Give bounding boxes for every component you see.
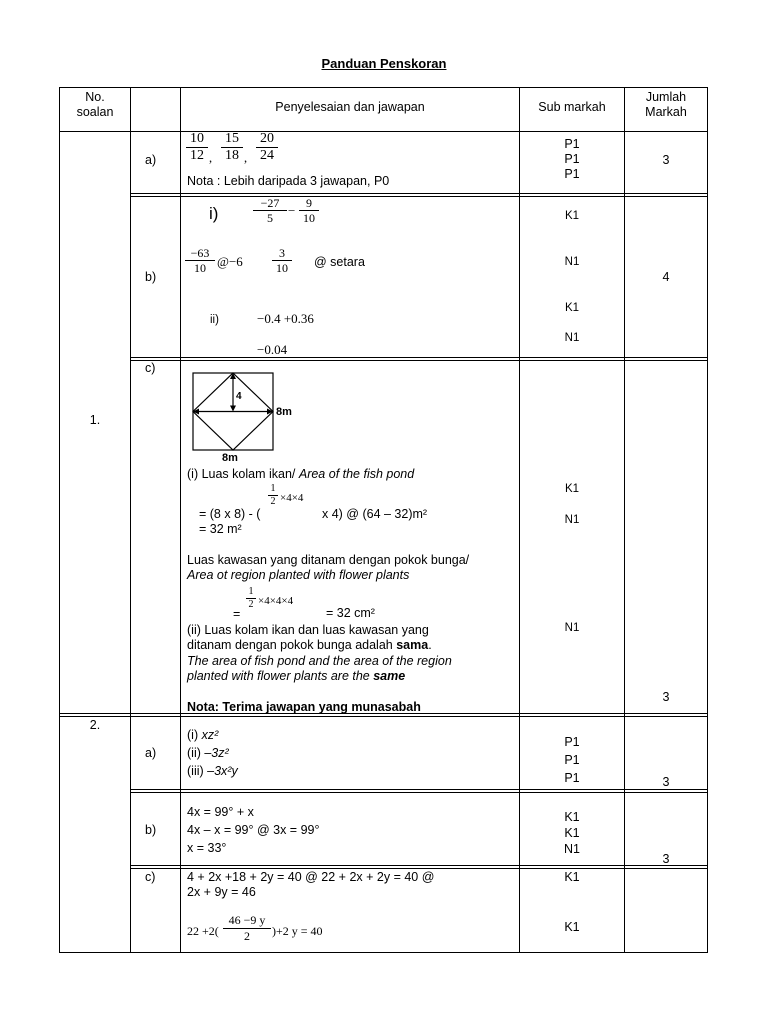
diagram-label-side: 8m [276, 406, 292, 418]
header-no-soalan: No. soalan [76, 90, 114, 119]
total-1b: 4 [662, 270, 670, 284]
part-label-2c: c) [145, 870, 156, 884]
question-number-1: 1. [89, 413, 101, 427]
fraction-half-2: $\frac{1}{2}$ [246, 586, 256, 611]
note-1c: Nota: Terima jawapan yang munasabah [187, 700, 421, 714]
fraction-1a-2: $\frac{15}{18}$ [221, 131, 243, 164]
fraction-1b-i-1: $\frac{-27}{5}$ [253, 196, 287, 225]
fraction-half-1: $\frac{1}{2}$ [268, 483, 278, 508]
fraction-1a-1: $\frac{10}{12}$ [186, 131, 208, 164]
diagram-label-bottom: 8m [222, 452, 238, 464]
total-2a: 3 [662, 775, 670, 789]
question-number-2: 2. [89, 718, 101, 732]
part-label-1a: a) [145, 153, 157, 167]
marks-2a: P1 P1 P1 [564, 735, 580, 785]
note-1a: Nota : Lebih daripada 3 jawapan, P0 [187, 174, 390, 188]
marks-2b: K1 K1 N1 [564, 810, 580, 856]
header-sub-markah: Sub markah [538, 100, 606, 114]
header-penyelesaian: Penyelesaian dan jawapan [275, 100, 425, 114]
part-label-2b: b) [145, 823, 157, 837]
total-1c: 3 [662, 690, 670, 704]
fraction-2c: $\frac{46 -9 y}{2}$ [223, 913, 271, 944]
fraction-1b-mixed: $\frac{3}{10}$ [272, 246, 292, 275]
total-2b: 3 [662, 852, 670, 866]
answers-2b: 4x = 99° + x 4x – x = 99° @ 3x = 99° x = 33° [187, 805, 320, 855]
fraction-1b-result: $\frac{-63}{10}$ [185, 246, 215, 275]
fish-pond-diagram-icon [190, 370, 276, 452]
part-label-1b: b) [145, 270, 157, 284]
sub-label-1b-ii: ii) [210, 314, 219, 326]
fraction-1a-3: $\frac{20}{24}$ [256, 131, 278, 164]
part-label-2a: a) [145, 746, 157, 760]
answers-2a: (i) xz² (ii) –3z² (iii) –3x²y [187, 728, 238, 778]
diagram-label-4: 4 [236, 391, 242, 402]
part-label-1c: c) [145, 361, 156, 375]
header-jumlah-markah: Jumlah Markah [645, 90, 687, 119]
total-1a: 3 [662, 153, 670, 167]
sub-label-1b-i: i) [209, 204, 219, 223]
fraction-1b-i-2: $\frac{9}{10}$ [299, 196, 319, 225]
page-title: Panduan Penskoran [321, 56, 447, 71]
marks-1a: P1 P1 P1 [564, 137, 580, 181]
